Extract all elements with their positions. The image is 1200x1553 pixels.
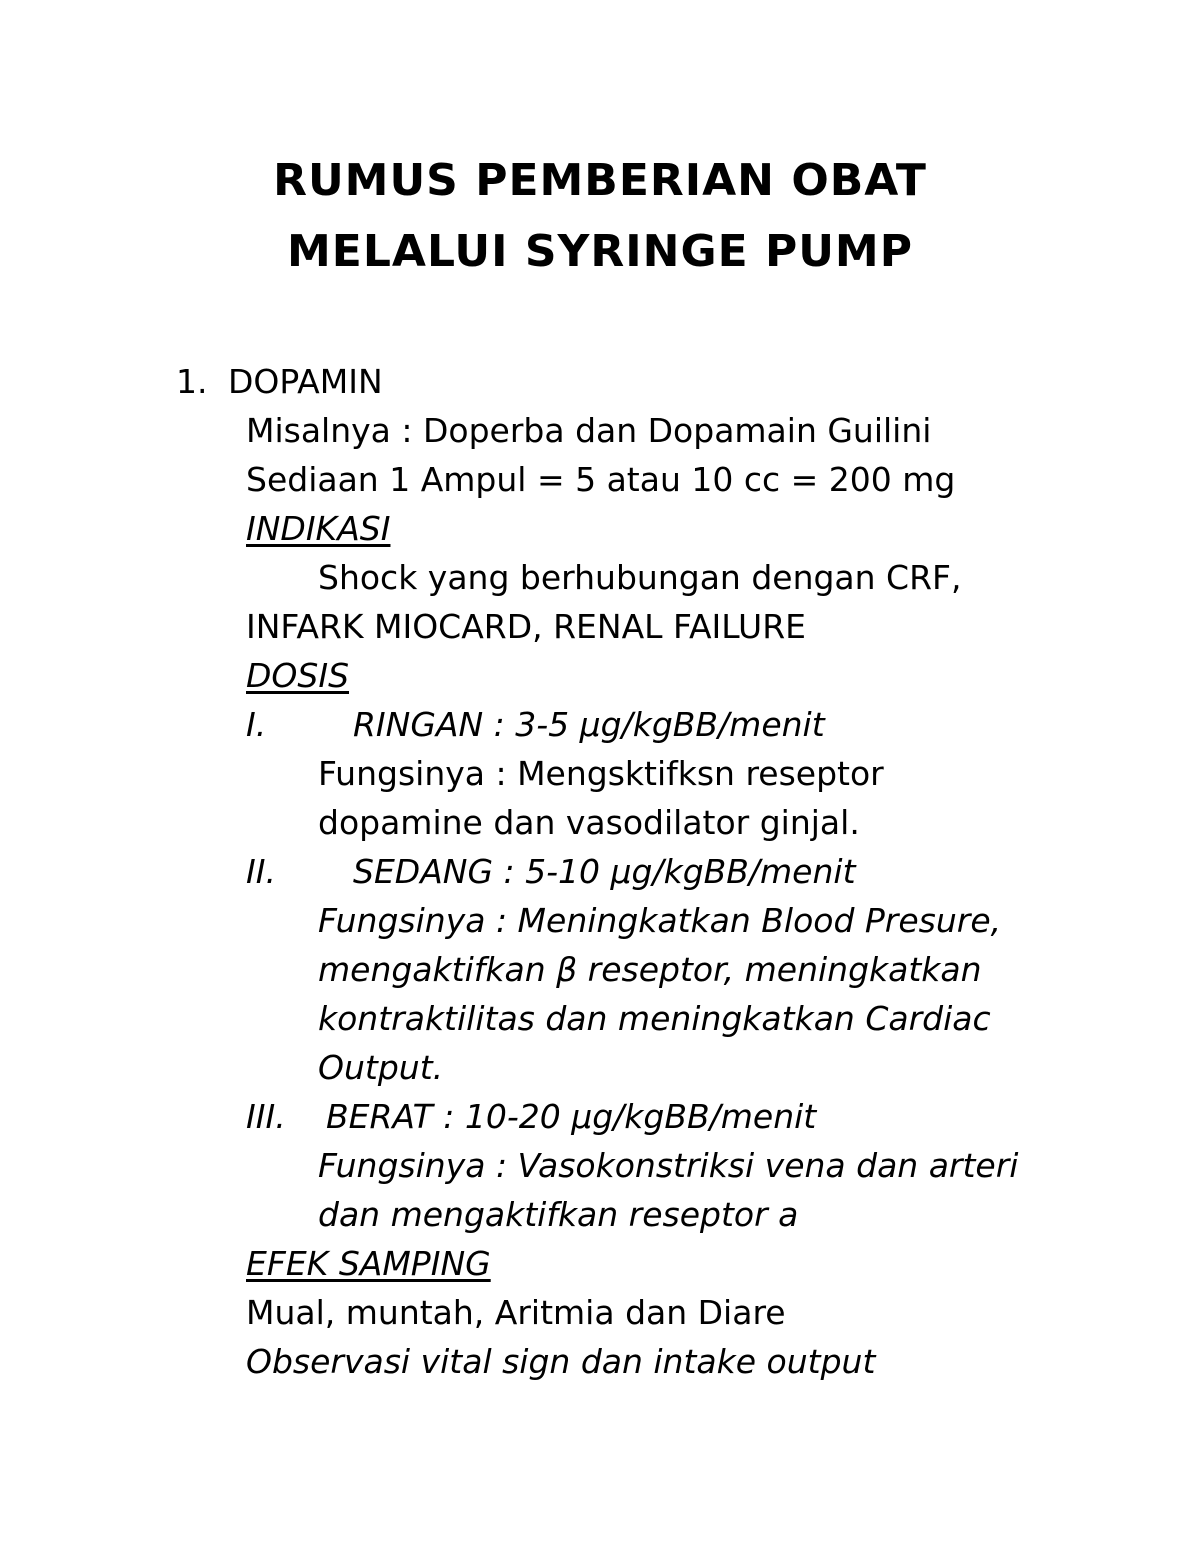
section-heading: DOPAMIN bbox=[228, 362, 383, 401]
preparation-line: Sediaan 1 Ampul = 5 atau 10 cc = 200 mg bbox=[246, 460, 956, 499]
document-title-line-2: MELALUI SYRINGE PUMP bbox=[287, 226, 913, 277]
dosage-level-numeral: I. bbox=[246, 705, 267, 744]
indication-line-2: INFARK MIOCARD, RENAL FAILURE bbox=[246, 607, 806, 646]
dosage-level-function-line: mengaktifkan β reseptor, meningkatkan bbox=[318, 950, 982, 989]
indication-line-1: Shock yang berhubungan dengan CRF, bbox=[318, 558, 962, 597]
dosage-level-numeral: III. bbox=[246, 1097, 286, 1136]
dosage-level-name: RINGAN : 3-5 µg/kgBB/menit bbox=[353, 705, 825, 744]
section-number: 1. bbox=[176, 362, 208, 401]
dosage-level-function-line: kontraktilitas dan meningkatkan Cardiac bbox=[318, 999, 991, 1038]
dosage-label: DOSIS bbox=[246, 656, 350, 695]
side-effects-text: Mual, muntah, Aritmia dan Diare bbox=[246, 1293, 786, 1332]
dosage-level-name: BERAT : 10-20 µg/kgBB/menit bbox=[326, 1097, 817, 1136]
indication-label: INDIKASI bbox=[246, 509, 391, 548]
dosage-level-function-line: Fungsinya : Vasokonstriksi vena dan arteri bbox=[318, 1146, 1019, 1185]
side-effects-label: EFEK SAMPING bbox=[246, 1244, 491, 1283]
example-line: Misalnya : Doperba dan Dopamain Guilini bbox=[246, 411, 932, 450]
dosage-level-function-line: Output. bbox=[318, 1048, 444, 1087]
dosage-level-function-line: dan mengaktifkan reseptor a bbox=[318, 1195, 799, 1234]
dosage-level-function-line: Fungsinya : Meningkatkan Blood Presure, bbox=[318, 901, 1002, 940]
observation-line: Observasi vital sign dan intake output bbox=[246, 1342, 876, 1381]
dosage-level-name: SEDANG : 5-10 µg/kgBB/menit bbox=[353, 852, 856, 891]
dosage-level-numeral: II. bbox=[246, 852, 276, 891]
dosage-level-function-line: dopamine dan vasodilator ginjal. bbox=[318, 803, 860, 842]
document-title-line-1: RUMUS PEMBERIAN OBAT bbox=[273, 155, 927, 206]
dosage-level-function-line: Fungsinya : Mengsktifksn reseptor bbox=[318, 754, 884, 793]
